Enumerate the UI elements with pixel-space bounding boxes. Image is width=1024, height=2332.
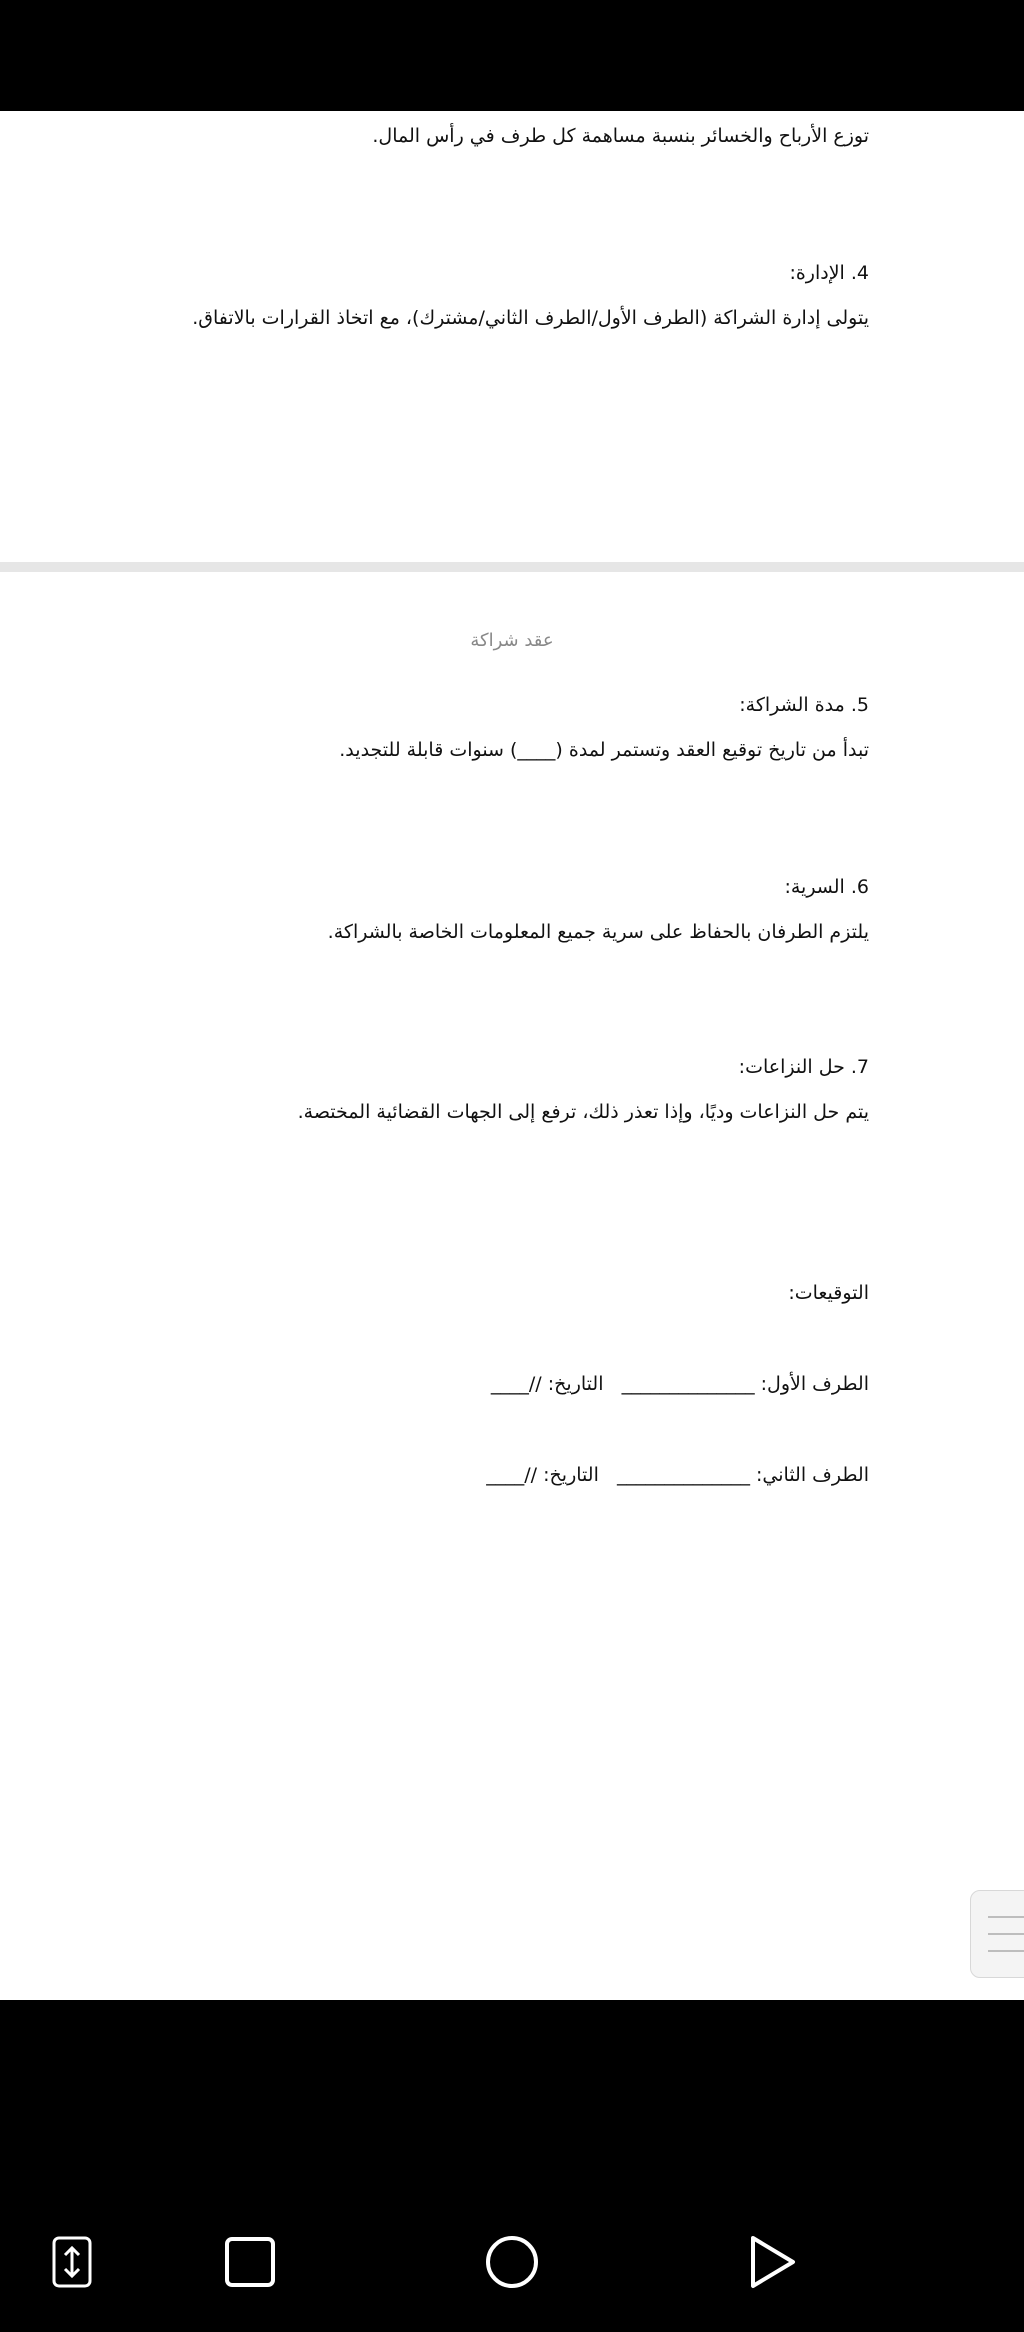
party-1-signature-line: الطرف الأول: ______________ التاريخ: //____	[490, 1373, 869, 1395]
status-bar	[0, 0, 1024, 111]
home-icon[interactable]	[485, 2235, 539, 2289]
page-separator	[0, 562, 1024, 572]
section-7-text: يتم حل النزاعات وديًا، وإذا تعذر ذلك، ترفع إلى الجهات القضائية المختصة.	[297, 1101, 869, 1123]
profits-text: توزع الأرباح والخسائر بنسبة مساهمة كل طرف في رأس المال.	[372, 125, 869, 147]
recent-apps-icon[interactable]	[224, 2236, 276, 2288]
side-panel-handle[interactable]	[970, 1890, 1024, 1978]
section-4-title: 4. الإدارة:	[789, 262, 869, 284]
document-page-2	[0, 572, 1024, 2000]
party-2-signature-line: الطرف الثاني: ______________ التاريخ: //____	[486, 1464, 869, 1486]
section-6-title: 6. السرية:	[784, 876, 869, 898]
page-header: عقد شراكة	[470, 630, 554, 651]
section-4-text: يتولى إدارة الشراكة (الطرف الأول/الطرف الثاني/مشترك)، مع اتخاذ القرارات بالاتفاق.	[192, 307, 869, 329]
resize-vertical-icon[interactable]	[52, 2236, 92, 2288]
section-5-title: 5. مدة الشراكة:	[739, 694, 869, 716]
section-5-text: تبدأ من تاريخ توقيع العقد وتستمر لمدة (____) سنوات قابلة للتجديد.	[339, 739, 869, 761]
section-7-title: 7. حل النزاعات:	[738, 1056, 869, 1078]
signatures-title: التوقيعات:	[788, 1282, 869, 1304]
back-icon[interactable]	[748, 2234, 798, 2290]
document-page-1	[0, 111, 1024, 562]
navigation-bar	[0, 2000, 1024, 2332]
section-6-text: يلتزم الطرفان بالحفاظ على سرية جميع المعلومات الخاصة بالشراكة.	[327, 921, 869, 943]
